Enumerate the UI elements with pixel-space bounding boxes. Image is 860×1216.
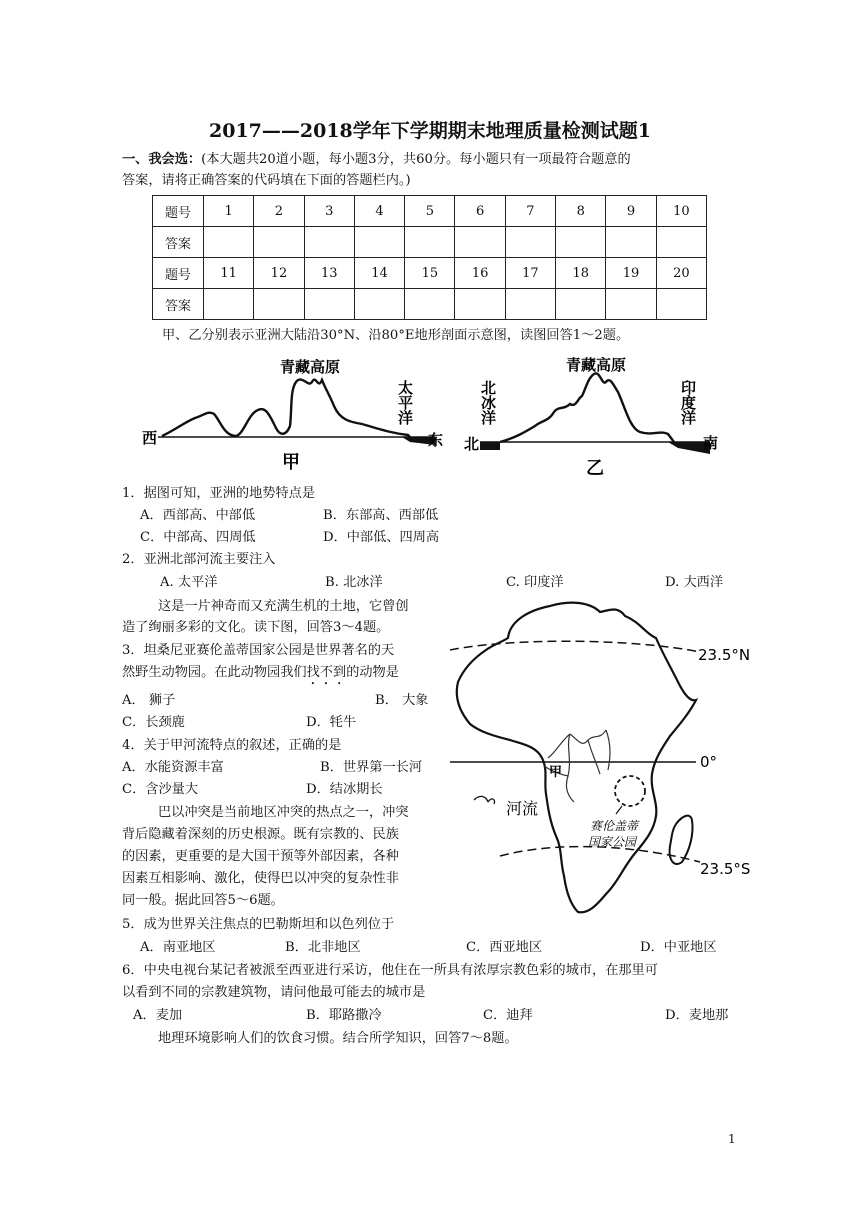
answer-cell[interactable] <box>204 227 254 258</box>
q6-option-a[interactable]: A．麦加 <box>133 1008 183 1023</box>
answer-cell[interactable] <box>254 227 304 258</box>
page-title: 2017——2018学年下学期期末地理质量检测试题1 <box>209 120 651 142</box>
q2-option-d[interactable]: D. 大西洋 <box>665 575 724 590</box>
q1-option-b[interactable]: B．东部高、西部低 <box>323 508 439 523</box>
answer-cell[interactable] <box>556 289 606 320</box>
question-number-cell: 8 <box>556 196 606 227</box>
question-number-cell: 17 <box>505 258 555 289</box>
question-number-cell: 12 <box>254 258 304 289</box>
intro-q5-6-line-5: 同一般。据此回答5～6题。 <box>122 893 284 908</box>
row-label: 题号 <box>153 258 204 289</box>
river-jia-label: 甲 <box>549 765 563 780</box>
q3-option-a[interactable]: A． 狮子 <box>122 693 176 708</box>
answer-cell[interactable] <box>204 289 254 320</box>
row-label: 题号 <box>153 196 204 227</box>
answer-cell[interactable] <box>254 289 304 320</box>
question-number-cell: 1 <box>204 196 254 227</box>
table-row <box>153 289 707 320</box>
answer-cell[interactable] <box>304 227 354 258</box>
row-label: 答案 <box>153 227 204 258</box>
profile-yi-arctic-label: 北冰洋 <box>479 380 497 425</box>
instructions-line-2: 答案，请将正确答案的代码填在下面的答题栏内。) <box>122 173 411 188</box>
q2-option-b[interactable]: B. 北冰洋 <box>325 575 383 590</box>
answer-cell[interactable] <box>606 227 656 258</box>
q3-emphasis: 找不到 <box>306 665 347 680</box>
river-legend-symbol-icon <box>474 796 495 804</box>
q1-option-c[interactable]: C．中部高、四周低 <box>140 530 256 545</box>
q5-stem: 5．成为世界关注焦点的巴勒斯坦和以色列位于 <box>122 917 395 932</box>
intro-q3-4-line-1: 这是一片神奇而又充满生机的土地，它曾创 <box>158 599 409 614</box>
q3-option-b[interactable]: B． 大象 <box>375 693 429 708</box>
q4-option-c[interactable]: C．含沙量大 <box>122 782 199 797</box>
q4-option-d[interactable]: D．结冰期长 <box>306 782 383 797</box>
intro-q5-6-line-1: 巴以冲突是当前地区冲突的热点之一，冲突 <box>158 805 409 820</box>
intro-q3-4-line-2: 造了绚丽多彩的文化。读下图，回答3～4题。 <box>122 620 390 635</box>
q2-option-a[interactable]: A. 太平洋 <box>160 575 218 590</box>
answer-cell[interactable] <box>354 289 404 320</box>
profile-yi-caption: 乙 <box>586 458 604 479</box>
q6-option-c[interactable]: C．迪拜 <box>483 1008 533 1023</box>
profile-jia-plateau-label: 青藏高原 <box>280 358 341 376</box>
question-number-cell: 10 <box>656 196 706 227</box>
section-instructions <box>122 150 631 170</box>
answer-table <box>152 195 707 320</box>
section-heading: 一、我会选： <box>122 152 202 167</box>
question-number-cell: 7 <box>505 196 555 227</box>
equator-label: 0° <box>700 753 718 771</box>
q3-stem-part-a: 然野生动物园。在此动物园我们 <box>122 665 307 680</box>
q3-stem-part-c: 的动物是 <box>346 665 399 680</box>
profile-jia-west-label: 西 <box>142 429 158 447</box>
answer-cell[interactable] <box>505 289 555 320</box>
answer-cell[interactable] <box>505 227 555 258</box>
q2-stem: 2．亚洲北部河流主要注入 <box>122 552 276 567</box>
question-number-cell: 6 <box>455 196 505 227</box>
answer-cell[interactable] <box>556 227 606 258</box>
profile-yi-south-label: 南 <box>703 434 719 452</box>
question-number-cell: 14 <box>354 258 404 289</box>
profile-yi-plateau-label: 青藏高原 <box>566 356 627 374</box>
table-row <box>153 258 707 289</box>
profile-jia-east-label: 东 <box>428 431 444 449</box>
question-number-cell: 4 <box>354 196 404 227</box>
q4-stem: 4．关于甲河流特点的叙述，正确的是 <box>122 738 342 753</box>
q4-option-b[interactable]: B．世界第一长河 <box>320 760 423 775</box>
intro-q7-8: 地理环境影响人们的饮食习惯。结合所学知识，回答7～8题。 <box>158 1031 518 1046</box>
q5-option-b[interactable]: B．北非地区 <box>285 940 361 955</box>
intro-q5-6-line-2: 背后隐藏着深刻的历史根源。既有宗教的、民族 <box>122 827 399 842</box>
q5-option-d[interactable]: D．中亚地区 <box>640 940 717 955</box>
instructions-line-1: (本大题共20道小题，每小题3分，共60分。每小题只有一项最符合题意的 <box>201 152 631 167</box>
q5-option-c[interactable]: C．西亚地区 <box>466 940 543 955</box>
serengeti-label-line-1: 赛伦盖蒂 <box>590 819 639 833</box>
question-number-cell: 5 <box>405 196 455 227</box>
intro-q1-2: 甲、乙分别表示亚洲大陆沿30°N、沿80°E地形剖面示意图，读图回答1～2题。 <box>162 328 630 343</box>
q1-option-d[interactable]: D．中部低、四周高 <box>323 530 440 545</box>
page-number: 1 <box>728 1132 736 1146</box>
africa-map <box>450 590 750 920</box>
question-number-cell: 19 <box>606 258 656 289</box>
river-legend-label: 河流 <box>506 799 539 818</box>
q6-option-d[interactable]: D．麦地那 <box>665 1008 729 1023</box>
answer-cell[interactable] <box>405 289 455 320</box>
profile-yi-indian-label: 印度洋 <box>679 380 697 425</box>
answer-cell[interactable] <box>656 227 706 258</box>
q3-option-c[interactable]: C．长颈鹿 <box>122 715 185 730</box>
answer-cell[interactable] <box>455 227 505 258</box>
q4-option-a[interactable]: A．水能资源丰富 <box>122 760 224 775</box>
tropic-capricorn-label: 23.5°S <box>700 860 750 878</box>
answer-cell[interactable] <box>354 227 404 258</box>
q3-stem-line-1: 3．坦桑尼亚赛伦盖蒂国家公园是世界著名的天 <box>122 643 395 658</box>
question-number-cell: 3 <box>304 196 354 227</box>
profile-jia-ocean-label: 太平洋 <box>396 380 414 425</box>
profile-yi-diagram <box>460 350 722 480</box>
q3-option-d[interactable]: D．牦牛 <box>306 715 357 730</box>
q6-option-b[interactable]: B．耶路撒冷 <box>306 1008 382 1023</box>
intro-q5-6-line-3: 的因素，更重要的是大国干预等外部因素，各种 <box>122 849 399 864</box>
question-number-cell: 9 <box>606 196 656 227</box>
tropic-cancer-label: 23.5°N <box>698 646 750 664</box>
profile-yi-north-label: 北 <box>464 435 480 453</box>
serengeti-label-line-2: 国家公园 <box>588 835 637 849</box>
q6-stem-line-2: 以看到不同的宗教建筑物，请问他最可能去的城市是 <box>122 985 426 1000</box>
question-number-cell: 20 <box>656 258 706 289</box>
q2-option-c[interactable]: C. 印度洋 <box>506 575 564 590</box>
question-number-cell: 2 <box>254 196 304 227</box>
question-number-cell: 15 <box>405 258 455 289</box>
answer-cell[interactable] <box>304 289 354 320</box>
intro-q5-6-line-4: 因素互相影响、激化，使得巴以冲突的复杂性非 <box>122 871 399 886</box>
question-number-cell: 13 <box>304 258 354 289</box>
table-row <box>153 227 707 258</box>
answer-cell[interactable] <box>455 289 505 320</box>
table-row <box>153 196 707 227</box>
row-label: 答案 <box>153 289 204 320</box>
question-number-cell: 18 <box>556 258 606 289</box>
answer-cell[interactable] <box>606 289 656 320</box>
profile-jia-diagram <box>140 350 450 475</box>
answer-cell[interactable] <box>656 289 706 320</box>
q5-option-a[interactable]: A．南亚地区 <box>140 940 216 955</box>
profile-jia-caption: 甲 <box>282 452 300 473</box>
q1-option-a[interactable]: A．西部高、中部低 <box>140 508 256 523</box>
q1-stem: 1．据图可知，亚洲的地势特点是 <box>122 486 316 501</box>
question-number-cell: 16 <box>455 258 505 289</box>
q6-stem-line-1: 6．中央电视台某记者被派至西亚进行采访，他住在一所具有浓厚宗教色彩的城市，在那里可 <box>122 963 658 978</box>
answer-cell[interactable] <box>405 227 455 258</box>
q3-stem-line-2 <box>122 663 399 688</box>
question-number-cell: 11 <box>204 258 254 289</box>
